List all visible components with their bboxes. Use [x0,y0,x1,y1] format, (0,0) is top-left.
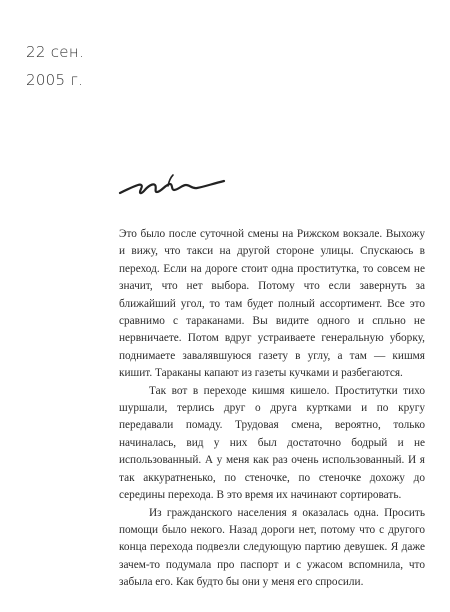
paragraph-2: Так вот в переходе кишмя кишело. Проститутки тихо шуршали, терлись друг о друга куртками и по кругу передавали помаду. Трудовая смена, вероятно, только начиналась, вид у них был достаточно бодрый и не использованный. А у меня как раз очень использованный. И я так аккуратненько, по стеночке, по стеночке дохожу до середины перехода. В это время их начинают сортировать. [119,384,425,502]
diary-text [119,226,425,592]
entry-date-year: 2005 г. [26,71,84,89]
handwritten-flourish-icon [116,170,232,200]
paragraph-1: Это было после суточной смены на Рижском вокзале. Выхожу и вижу, что такси на другой стороне улицы. Спускаюсь в переход. Если на дороге стоит одна проститутка, то совсем не значит, что нет выбора. Потому что если завернуть за ближайший угол, то там будет полный ассортимент. Все это сравнимо с тараканами. Вы видите одного и спльно не нервничаете. Потом вдруг устраиваете генеральную уборку, поднимаете завалявшуюся газету в углу, а там — кишмя кишит. Тараканы капают из газеты кучками и разбегаются. [119,228,425,380]
paragraph-3: Из гражданского населения я оказалась одна. Просить помощи было некого. Назад дороги нет, потому что с другого конца перехода подвезли следующую партию девушек. Я даже зачем-то подумала про паспорт и с ужасом вспомнила, что забыла его. Как будто бы они у меня его спросили. [119,506,425,589]
entry-date-day: 22 сен. [26,43,85,61]
entry-date [26,38,84,94]
